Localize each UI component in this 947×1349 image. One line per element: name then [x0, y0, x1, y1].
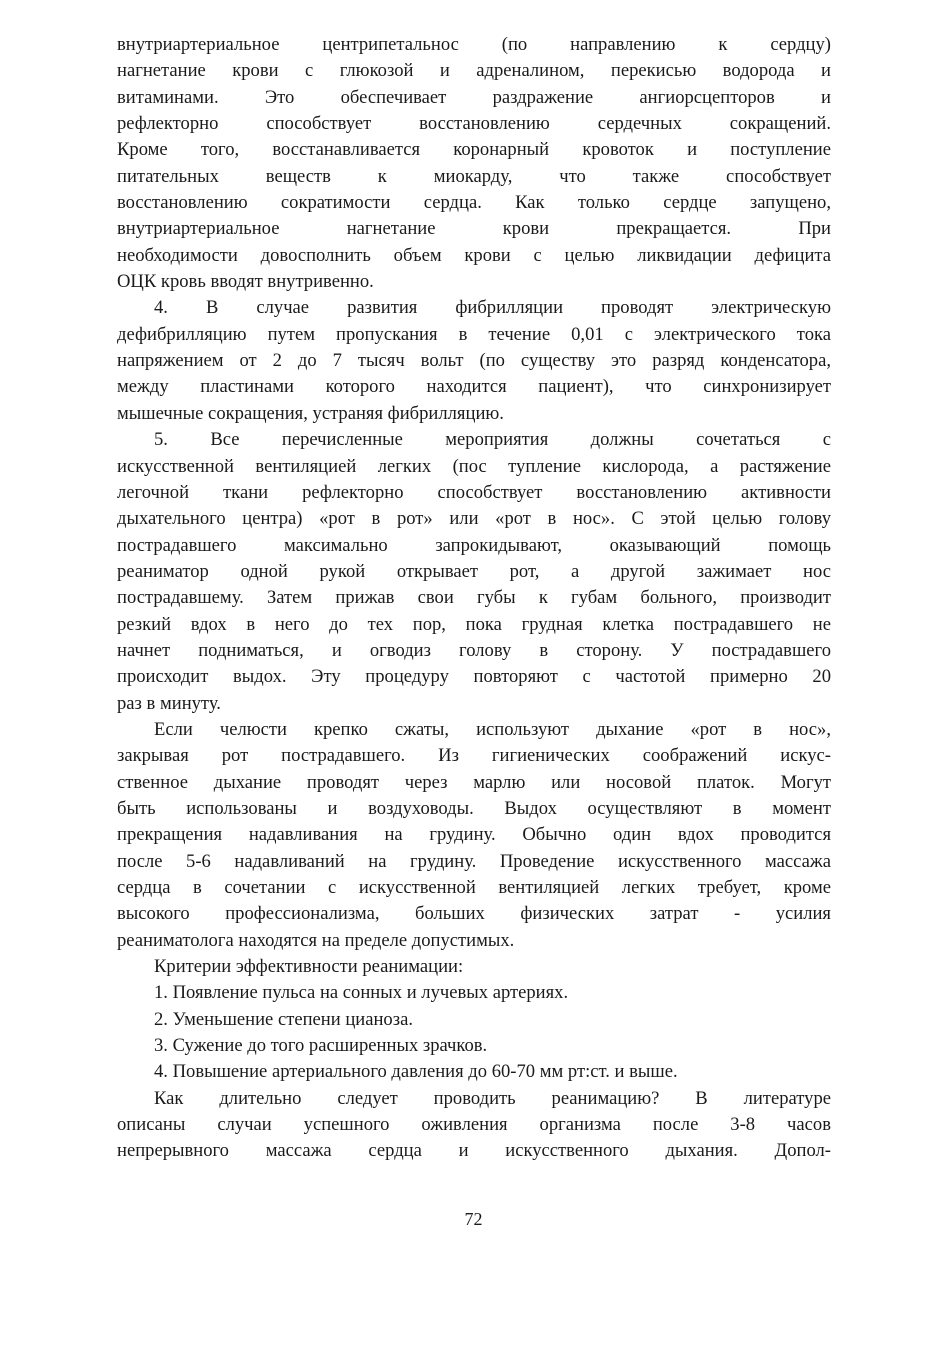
text-line: высокого профессионализма, больших физических затрат - усилия — [117, 903, 831, 925]
text-line: реаниматор одной рукой открывает рот, а другой зажимает нос — [117, 560, 831, 582]
text-line: ственное дыхание проводят через марлю или носовой платок. Могут — [117, 771, 831, 793]
text-line: Кроме того, восстанавливается коронарный кровоток и поступление — [117, 139, 831, 161]
text-line: внутриартериальное нагнетание крови прекращается. При — [117, 218, 831, 240]
text-line: необходимости довосполнить объем крови с целью ликвидации дефицита — [117, 244, 831, 266]
text-line: закрывая рот пострадавшего. Из гигиенических соображений искус- — [117, 745, 831, 767]
text-line: быть использованы и воздуховоды. Выдох осуществляют в момент — [117, 797, 831, 819]
text-line: Критерии эффективности реанимации: — [154, 956, 464, 978]
paragraph-jaws-clenched — [117, 717, 831, 954]
text-line: напряжением от 2 до 7 тысяч вольт (по существу это разряд конденсатора, — [117, 350, 831, 372]
text-line: внутриартериальное центрипетальнос (по направлению к сердцу) — [117, 34, 831, 55]
text-line: 2. Уменьшение степени цианоза. — [154, 1008, 413, 1030]
text-line: раз в минуту. — [117, 692, 221, 714]
text-line: описаны случаи успешного оживления организма после 3-8 часов — [117, 1114, 831, 1136]
text-line: 1. Появление пульса на сонных и лучевых артериях. — [154, 982, 569, 1004]
text-line: нагнетание крови с глюкозой и адреналином, перекисью водорода и — [117, 60, 831, 82]
text-line: между пластинами которого находится пациент), что синхронизирует — [117, 376, 831, 398]
text-line: рефлекторно способствует восстановлению сердечных сокращений. — [117, 113, 831, 135]
paragraph-item-4-defibrillation — [117, 295, 831, 427]
paragraph-criterion-2 — [117, 1007, 831, 1033]
text-line: восстановлению сократимости сердца. Как только сердце запущено, — [117, 192, 831, 214]
text-line: происходит выдох. Эту процедуру повторяют с частотой примерно 20 — [117, 666, 831, 688]
text-line: начнет подниматься, и огводиз голову в сторону. У пострадавшего — [117, 639, 831, 661]
text-line: непрерывного массажа сердца и искусственного дыхания. Допол- — [117, 1140, 831, 1162]
text-line: 5. Все перечисленные мероприятия должны сочетаться с — [154, 429, 831, 451]
text-line: прекращения надавливания на грудину. Обычно один вдох проводится — [117, 824, 831, 846]
text-line: 4. В случае развития фибрилляции проводят электрическую — [154, 297, 831, 319]
text-line: дыхательного центра) «рот в рот» или «рот в нос». С этой целью голову — [117, 508, 831, 530]
paragraph-criterion-1 — [117, 980, 831, 1006]
text-line: резкий вдох в него до тех пор, пока грудная клетка пострадавшего не — [117, 613, 831, 635]
text-line: сердца в сочетании с искусственной вентиляцией легких требует, кроме — [117, 877, 831, 898]
text-line: Как длительно следует проводить реанимацию? В литературе — [154, 1087, 831, 1109]
text-line: 4. Повышение артериального давления до 60-70 мм рт:ст. и выше. — [154, 1061, 678, 1083]
text-line: витаминами. Это обеспечивает раздражение ангиорсцепторов и — [117, 86, 831, 108]
text-line: пострадавшего максимально запрокидывают, оказывающий помощь — [117, 534, 831, 556]
text-line: легочной ткани рефлекторно способствует восстановлению активности — [117, 481, 831, 503]
paragraph-item-5-ventilation — [117, 427, 831, 717]
text-line: дефибрилляцию путем пропускания в течение 0,01 с электрического тока — [117, 323, 831, 345]
text-line: мышечные сокращения, устраняя фибрилляцию. — [117, 402, 504, 424]
text-line: питательных веществ к миокарду, что также способствует — [117, 165, 831, 187]
text-line: Если челюсти крепко сжаты, используют дыхание «рот в нос», — [154, 718, 831, 740]
body-text — [117, 32, 831, 1165]
text-line: ОЦК кровь вводят внутривенно. — [117, 271, 374, 293]
text-line: после 5-6 надавливаний на грудину. Проведение искусственного массажа — [117, 850, 831, 872]
page-number: 72 — [464, 1209, 483, 1229]
paragraph-criterion-4 — [117, 1059, 831, 1085]
paragraph-intra-arterial — [117, 32, 831, 295]
text-line: искусственной вентиляцией легких (пос тупление кислорода, а растяжение — [117, 455, 831, 477]
text-line: реаниматолога находятся на пределе допустимых. — [117, 929, 515, 951]
paragraph-criterion-3 — [117, 1033, 831, 1059]
text-line: 3. Сужение до того расширенных зрачков. — [154, 1035, 488, 1057]
paragraph-criteria-heading — [117, 954, 831, 980]
paragraph-duration — [117, 1086, 831, 1165]
text-line: пострадавшему. Затем прижав свои губы к губам больного, производит — [117, 587, 831, 609]
